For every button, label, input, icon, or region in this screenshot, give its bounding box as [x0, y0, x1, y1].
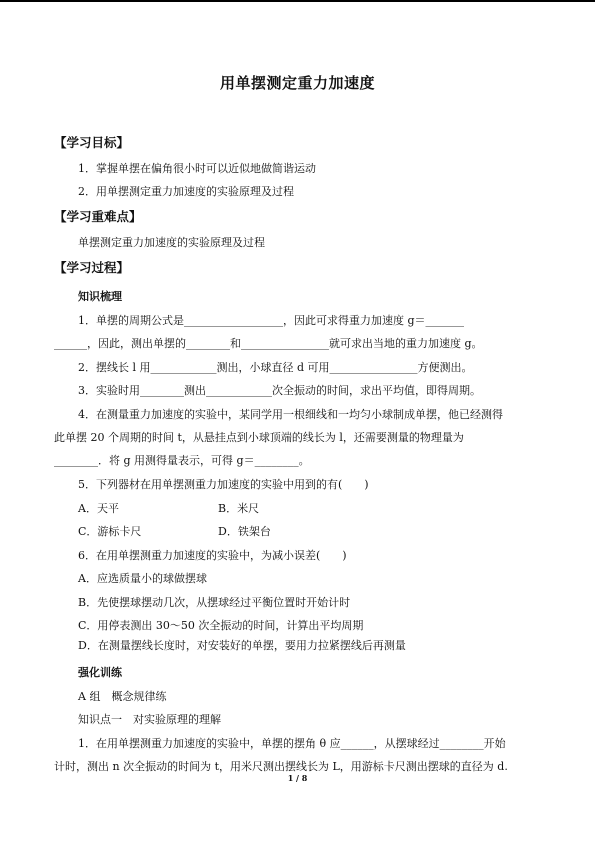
question-5: 5．下列器材在用单摆测重力加速度的实验中用到的有( )	[78, 478, 369, 491]
keypoint-text: 单摆测定重力加速度的实验原理及过程	[78, 236, 265, 249]
knowledge-point-1: 知识点一 对实验原理的理解	[78, 713, 221, 726]
subheading-knowledge: 知识梳理	[78, 290, 122, 303]
page-number: 1 / 8	[287, 773, 308, 783]
question-2: 2．摆线长 l 用____________测出，小球直径 d 可用________________方便测出。	[78, 361, 473, 374]
question-3: 3．实验时用________测出____________次全振动的时间，求出平均值，即得周期。	[78, 384, 481, 397]
option-5b: B．米尺	[218, 502, 260, 515]
option-5d: D．铁架台	[218, 525, 271, 538]
question-4-line-3: ________．将 g 用测得量表示，可得 g＝________。	[54, 454, 310, 467]
exercise-1-line-1: 1．在用单摆测重力加速度的实验中，单摆的摆角 θ 应______，从摆球经过________开始	[78, 737, 506, 750]
question-6: 6．在用单摆测重力加速度的实验中，为减小误差( )	[78, 549, 347, 562]
section-heading-keypoints: 【学习重难点】	[54, 209, 142, 224]
goal-item: 1．掌握单摆在偏角很小时可以近似地做简谐运动	[78, 162, 316, 175]
option-6d: D．在测量摆线长度时，对安装好的单摆，要用力拉紧摆线后再测量	[78, 639, 406, 652]
question-1-line-2: ______，因此，测出单摆的________和________________就可求出当地的重力加速度 g。	[54, 337, 483, 350]
option-6b: B．先使摆球摆动几次，从摆球经过平衡位置时开始计时	[78, 596, 351, 609]
group-a-label: A 组 概念规律练	[78, 690, 167, 703]
question-1-line-1: 1．单摆的周期公式是__________________，因此可求得重力加速度 g＝_______	[78, 314, 465, 327]
section-heading-process: 【学习过程】	[54, 260, 130, 275]
section-heading-goals: 【学习目标】	[54, 135, 130, 150]
page-title: 用单摆测定重力加速度	[219, 74, 375, 92]
question-4-line-2: 此单摆 20 个周期的时间 t，从悬挂点到小球顶端的线长为 l，还需要测量的物理量为	[54, 431, 464, 444]
subheading-training: 强化训练	[78, 666, 122, 679]
top-border-line	[0, 0, 595, 2]
option-6a: A．应选质量小的球做摆球	[78, 572, 207, 585]
option-5a: A．天平	[78, 502, 119, 515]
goal-item: 2．用单摆测定重力加速度的实验原理及过程	[78, 185, 294, 198]
exercise-1-line-2: 计时，测出 n 次全振动的时间为 t，用米尺测出摆线长为 L，用游标卡尺测出摆球的直径为 d.	[54, 760, 508, 773]
option-6c: C．用停表测出 30～50 次全振动的时间，计算出平均周期	[78, 619, 364, 632]
option-5c: C．游标卡尺	[78, 525, 142, 538]
question-4-line-1: 4．在测量重力加速度的实验中，某同学用一根细线和一均匀小球制成单摆，他已经测得	[78, 408, 503, 421]
